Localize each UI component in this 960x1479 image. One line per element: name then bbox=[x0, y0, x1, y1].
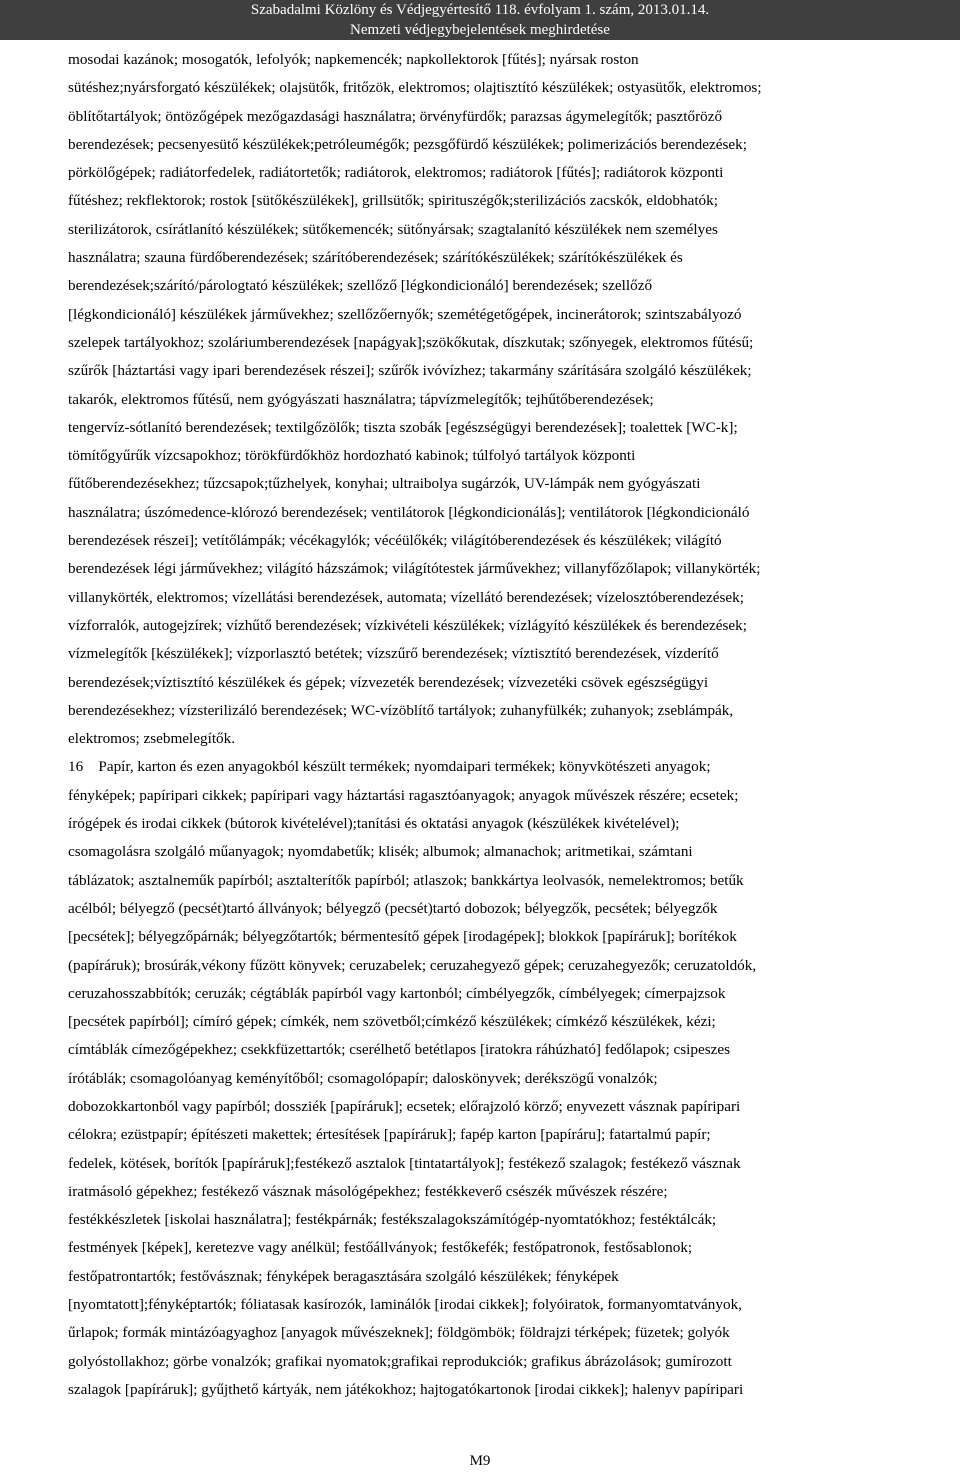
text-line: villanykörték, elektromos; vízellátási berendezések, automata; vízellátó berendezések; vízelosztóberendezések; bbox=[68, 588, 744, 606]
document-body bbox=[68, 46, 898, 1404]
text-line: festmények [képek], keretezve vagy anélkül; festőállványok; festőkefék; festőpatronok, festősablonok; bbox=[68, 1239, 693, 1257]
page-footer bbox=[0, 1453, 960, 1470]
text-line: mosodai kazánok; mosogatók, lefolyók; napkemencék; napkollektorok [fűtés]; nyársak roston bbox=[68, 51, 639, 68]
text-line: címtáblák címezőgépekhez; csekkfüzettartók; cserélhető betétlapos [iratokra ráhúzható] fedőlapok; csipeszes bbox=[68, 1041, 731, 1059]
text-line: öblítőtartályok; öntözőgépek mezőgazdasági használatra; örvényfürdők; parazsas ágymelegítők; pasztőröző bbox=[68, 107, 723, 125]
text-line: takarók, elektromos fűtésű, nem gyógyászati használatra; tápvízmelegítők; tejhűtőberendezések; bbox=[68, 390, 654, 408]
text-line: szelepek tartályokhoz; szoláriumberendezések [napágyak];szökőkutak, díszkutak; szőnyegek, elektromos fűtésű; bbox=[68, 333, 754, 351]
text-line: írótáblák; csomagolóanyag keményítőből; csomagolópapír; daloskönyvek; derékszögű vonalzók; bbox=[68, 1069, 658, 1087]
text-line: berendezések; pecsenyesütő készülékek;petróleumégők; pezsgőfürdő készülékek; polimerizációs berendezések; bbox=[68, 135, 747, 153]
page-header bbox=[0, 0, 960, 40]
text-line: berendezések;szárító/párologtató készülékek; szellőző [légkondicionáló] berendezések; szellőző bbox=[68, 277, 653, 295]
page-number: M9 bbox=[469, 1453, 491, 1469]
text-line: 16 Papír, karton és ezen anyagokból készült termékek; nyomdaipari termékek; könyvkötészeti anyagok; bbox=[68, 758, 711, 776]
text-line: szűrők [háztartási vagy ipari berendezések részei]; szűrők ivóvízhez; takarmány szárítására szolgáló készülékek; bbox=[68, 362, 752, 380]
text-line: sütéshez;nyársforgató készülékek; olajsütők, fritőzök, elektromos; olajtisztító készülékek; ostyasütők, elektromos; bbox=[68, 79, 762, 97]
journal-title: Szabadalmi Közlöny és Védjegyértesítő 118. évfolyam 1. szám, 2013.01.14. bbox=[250, 2, 710, 18]
text-line: csomagolásra szolgáló műanyagok; nyomdabetűk; klisék; albumok; almanachok; aritmetikai, számtani bbox=[68, 843, 693, 861]
text-line: tengervíz-sótlanító berendezések; textilgőzölők; tiszta szobák [egészségügyi berendezések]; toalettek [WC-k]; bbox=[68, 418, 738, 436]
text-line: festékkészletek [iskolai használatra]; festékpárnák; festékszalagokszámítógép-nyomtatókhoz; festéktálcák; bbox=[68, 1211, 717, 1229]
text-line: használatra; szauna fürdőberendezések; szárítóberendezések; szárítókészülékek; szárítókészülékek és bbox=[68, 249, 683, 267]
text-line: [pecsétek papírból]; címíró gépek; címkék, nem szövetből;címkéző készülékek; címkéző készülékek, kézi; bbox=[68, 1013, 716, 1031]
text-line: írógépek és irodai cikkek (bútorok kivételével);tanítási és oktatási anyagok (készülékek kivételével); bbox=[68, 815, 680, 833]
text-line: [pecsétek]; bélyegzőpárnák; bélyegzőtartók; bérmentesítő gépek [irodagépek]; blokkok [papíráruk]; borítékok bbox=[68, 928, 737, 946]
text-line: elektromos; zsebmelegítők. bbox=[68, 730, 236, 748]
text-line: berendezések részei]; vetítőlámpák; vécékagylók; vécéülőkék; világítóberendezések és készülékek; világító bbox=[68, 532, 722, 550]
text-line: berendezések;víztisztító készülékek és gépek; vízvezeték berendezések; vízvezetéki csövek egészségügyi bbox=[68, 673, 709, 691]
header-bar bbox=[0, 0, 960, 40]
text-line: acélból; bélyegző (pecsét)tartó állványok; bélyegző (pecsét)tartó dobozok; bélyegzők, pecsétek; bélyegzők bbox=[68, 899, 718, 917]
text-line: [nyomtatott];fényképtartók; fóliatasak kasírozók, laminálók [irodai cikkek]; folyóiratok, formanyomtatványok, bbox=[68, 1296, 742, 1314]
text-line: fűtéshez; rekflektorok; rostok [sütőkészülékek], grillsütők; spirituszégők;sterilizációs zacskók, eldobhatók; bbox=[68, 192, 718, 210]
text-line: használatra; úszómedence-klórozó berendezések; ventilátorok [légkondicionálás]; ventilátorok [légkondicionáló bbox=[68, 503, 750, 521]
text-line: festőpatrontartók; festővásznak; fényképek beragasztására szolgáló készülékek; fényképek bbox=[68, 1267, 619, 1285]
text-line: fűtőberendezésekhez; tűzcsapok;tűzhelyek, konyhai; ultraibolya sugárzók, UV-lámpák nem gyógyászati bbox=[68, 475, 701, 493]
text-line: [légkondicionáló] készülékek járművekhez; szellőzőernyők; szemétégetőgépek, incinerátorok; szintszabályozó bbox=[68, 305, 742, 323]
text-line: golyóstollakhoz; görbe vonalzók; grafikai nyomatok;grafikai reprodukciók; grafikus ábrázolások; gumírozott bbox=[68, 1352, 732, 1370]
text-line: vízmelegítők [készülékek]; vízporlasztó betétek; vízszűrő berendezések; víztisztító berendezések, vízderítő bbox=[68, 645, 719, 663]
text-line: berendezésekhez; vízsterilizáló berendezések; WC-vízöblítő tartályok; zuhanyfülkék; zuhanyok; zseblámpák, bbox=[68, 701, 734, 719]
text-line: űrlapok; formák mintázóagyaghoz [anyagok művészeknek]; földgömbök; földrajzi térképek; füzetek; golyók bbox=[68, 1324, 730, 1342]
text-line: fényképek; papíripari cikkek; papíripari vagy háztartási ragasztóanyagok; anyagok művészek részére; ecsetek; bbox=[68, 786, 739, 804]
text-line: célokra; ezüstpapír; építészeti makettek; értesítések [papíráruk]; fapép karton [papíráru]; fatartalmú papír; bbox=[68, 1126, 711, 1144]
text-line: tömítőgyűrűk vízcsapokhoz; törökfürdőkhöz hordozható kabinok; túlfolyó tartályok központi bbox=[68, 447, 636, 465]
text-line: dobozokkartonból vagy papírból; dossziék [papíráruk]; ecsetek; előrajzoló körző; enyvezett vásznak papíripari bbox=[68, 1097, 741, 1115]
text-line: fedelek, kötések, borítók [papíráruk];festékező asztalok [tintatartályok]; festékező szalagok; festékező vásznak bbox=[68, 1154, 741, 1172]
text-line: sterilizátorok, csírátlanító készülékek; sütőkemencék; sütőnyársak; szagtalanító készülékek nem személyes bbox=[68, 220, 718, 238]
text-line: berendezések légi járművekhez; világító házszámok; világítótestek járművekhez; villanyfőzőlapok; villanykörték; bbox=[68, 560, 761, 578]
text-line: szalagok [papíráruk]; gyűjthető kártyák, nem játékokhoz; hajtogatókartonok [irodai cikkek]; halenyv papíripari bbox=[68, 1380, 744, 1398]
text-line: pörkölőgépek; radiátorfedelek, radiátortetők; radiátorok, elektromos; radiátorok [fűtés]; radiátorok központi bbox=[68, 164, 724, 182]
text-line: táblázatok; asztalneműk papírból; asztalterítők papírból; atlaszok; bankkártya leolvasók, nemelektromos; betűk bbox=[68, 871, 744, 889]
text-line: iratmásoló gépekhez; festékező vásznak másológépekhez; festékkeverő csészék művészek részére; bbox=[68, 1182, 668, 1200]
text-line: vízforralók, autogejzírek; vízhűtő berendezések; vízkivételi készülékek; vízlágyító készülékek és berendezések; bbox=[68, 616, 747, 634]
text-line: ceruzahosszabbítók; ceruzák; cégtáblák papírból vagy kartonból; címbélyegzők, címbélyegek; címerpajzsok bbox=[68, 984, 726, 1002]
text-line: (papíráruk); brosúrák,vékony fűzött könyvek; ceruzabelek; ceruzahegyező gépek; ceruzahegyezők; ceruzatoldók, bbox=[68, 956, 757, 974]
section-title: Nemzeti védjegybejelentések meghirdetése bbox=[350, 22, 610, 38]
